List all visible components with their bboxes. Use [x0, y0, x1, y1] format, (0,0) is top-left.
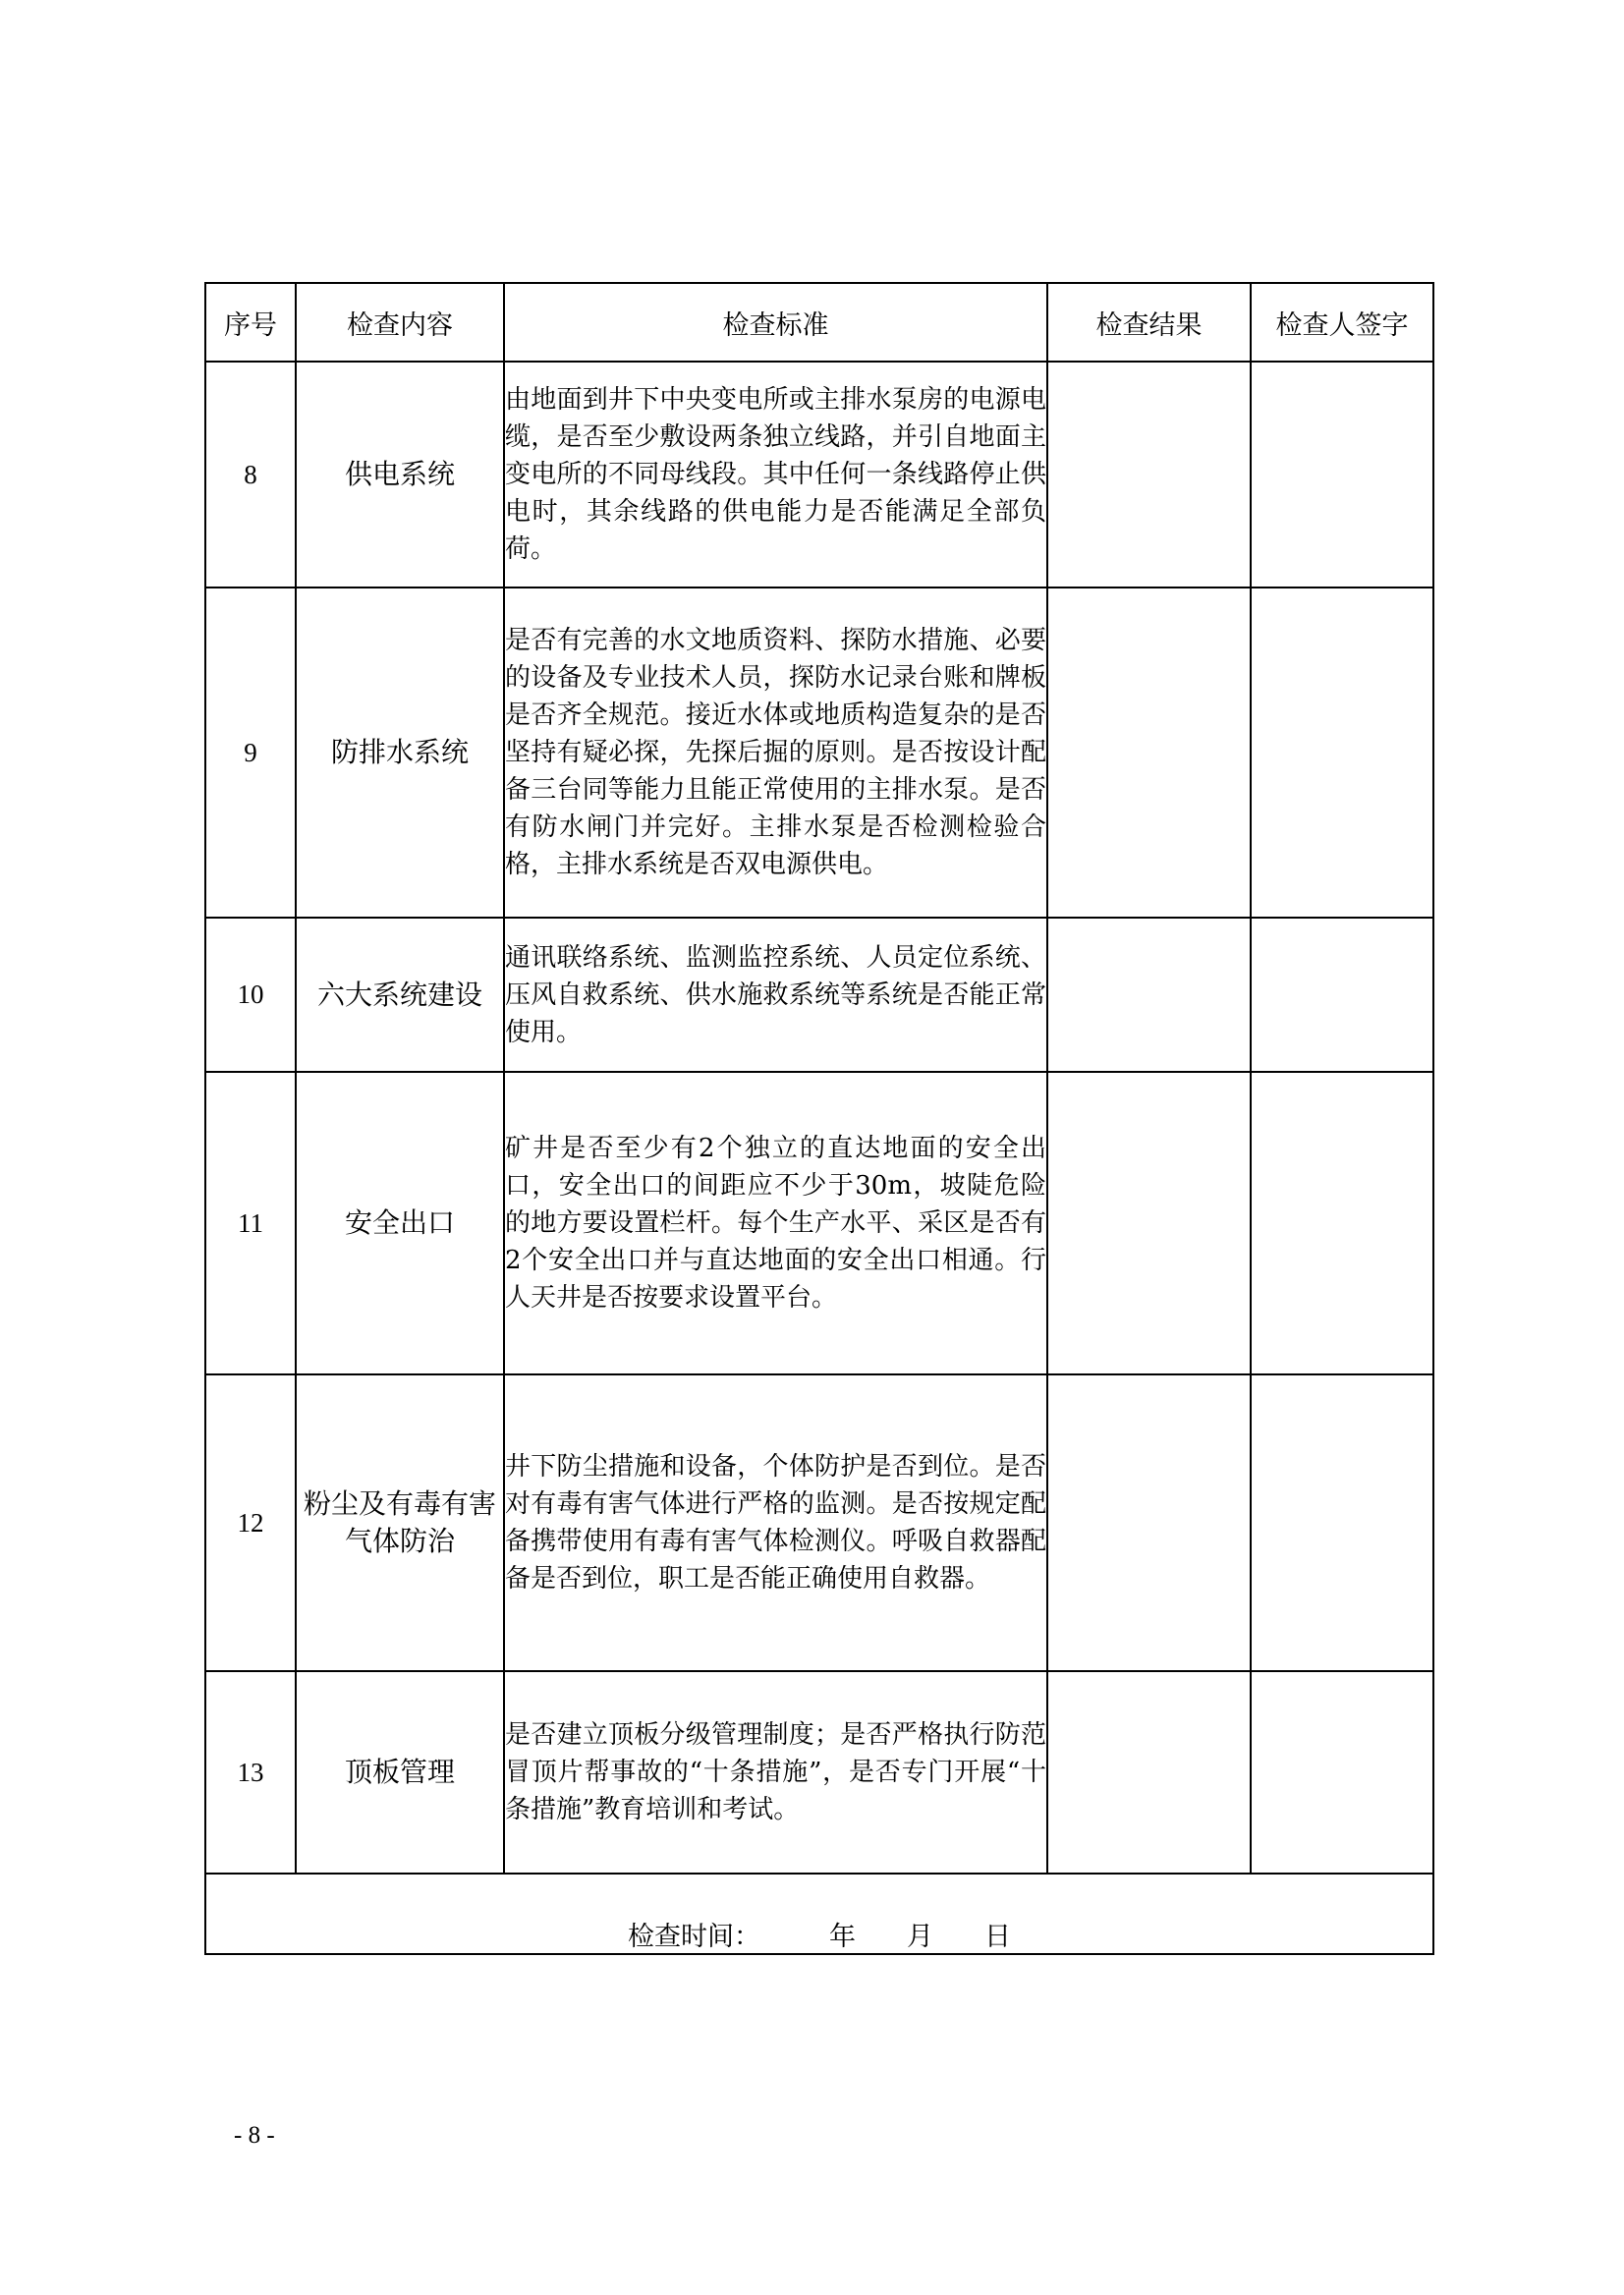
header-result: 检查结果	[1047, 283, 1251, 362]
table-row	[205, 362, 1433, 588]
row-number: 11	[205, 1072, 296, 1374]
row-standard: 通讯联络系统、监测监控系统、人员定位系统、压风自救系统、供水施救系统等系统是否能正常使用。	[504, 918, 1047, 1072]
row-number: 12	[205, 1374, 296, 1671]
header-item: 检查内容	[296, 283, 504, 362]
page-number: - 8 -	[234, 2122, 275, 2149]
table-row	[205, 918, 1433, 1072]
signature-cell[interactable]	[1251, 588, 1433, 918]
inspection-date	[205, 1874, 1433, 1954]
signature-cell[interactable]	[1251, 362, 1433, 588]
row-number: 8	[205, 362, 296, 588]
header-seq: 序号	[205, 283, 296, 362]
header-row	[205, 283, 1433, 362]
date-month: 月	[907, 1922, 933, 1952]
row-item: 供电系统	[296, 362, 504, 588]
row-item: 顶板管理	[296, 1671, 504, 1874]
row-item: 安全出口	[296, 1072, 504, 1374]
row-standard: 由地面到井下中央变电所或主排水泵房的电源电缆，是否至少敷设两条独立线路，并引自地面主变电所的不同母线段。其中任何一条线路停止供电时，其余线路的供电能力是否能满足全部负荷。	[504, 362, 1047, 588]
signature-cell[interactable]	[1251, 1374, 1433, 1671]
row-standard: 是否建立顶板分级管理制度；是否严格执行防范冒顶片帮事故的“十条措施”，是否专门开展“十条措施”教育培训和考试。	[504, 1671, 1047, 1874]
inspection-table	[204, 282, 1434, 1955]
result-cell[interactable]	[1047, 1072, 1251, 1374]
row-standard: 矿井是否至少有2个独立的直达地面的安全出口，安全出口的间距应不少于30m，坡陡危险的地方要设置栏杆。每个生产水平、采区是否有2个安全出口并与直达地面的安全出口相通。行人天井是否按要求设置平台。	[504, 1072, 1047, 1374]
header-standard: 检查标准	[504, 283, 1047, 362]
date-day: 日	[984, 1922, 1011, 1952]
row-item: 六大系统建设	[296, 918, 504, 1072]
date-year: 年	[829, 1922, 856, 1952]
signature-cell[interactable]	[1251, 1072, 1433, 1374]
row-standard: 是否有完善的水文地质资料、探防水措施、必要的设备及专业技术人员，探防水记录台账和牌板是否齐全规范。接近水体或地质构造复杂的是否坚持有疑必探，先探后掘的原则。是否按设计配备三台同等能力且能正常使用的主排水泵。是否有防水闸门并完好。主排水泵是否检测检验合格，主排水系统是否双电源供电。	[504, 588, 1047, 918]
row-number: 10	[205, 918, 296, 1072]
result-cell[interactable]	[1047, 588, 1251, 918]
row-item: 粉尘及有毒有害气体防治	[296, 1374, 504, 1671]
row-number: 9	[205, 588, 296, 918]
result-cell[interactable]	[1047, 1671, 1251, 1874]
row-standard: 井下防尘措施和设备，个体防护是否到位。是否对有毒有害气体进行严格的监测。是否按规定配备携带使用有毒有害气体检测仪。呼吸自救器配备是否到位，职工是否能正确使用自救器。	[504, 1374, 1047, 1671]
header-signature: 检查人签字	[1251, 283, 1433, 362]
signature-cell[interactable]	[1251, 1671, 1433, 1874]
date-label: 检查时间：	[628, 1922, 760, 1952]
result-cell[interactable]	[1047, 1374, 1251, 1671]
row-item: 防排水系统	[296, 588, 504, 918]
table-row	[205, 588, 1433, 918]
table-row	[205, 1671, 1433, 1874]
result-cell[interactable]	[1047, 918, 1251, 1072]
table-row	[205, 1072, 1433, 1374]
footer-row	[205, 1874, 1433, 1954]
row-number: 13	[205, 1671, 296, 1874]
table-row	[205, 1374, 1433, 1671]
signature-cell[interactable]	[1251, 918, 1433, 1072]
result-cell[interactable]	[1047, 362, 1251, 588]
